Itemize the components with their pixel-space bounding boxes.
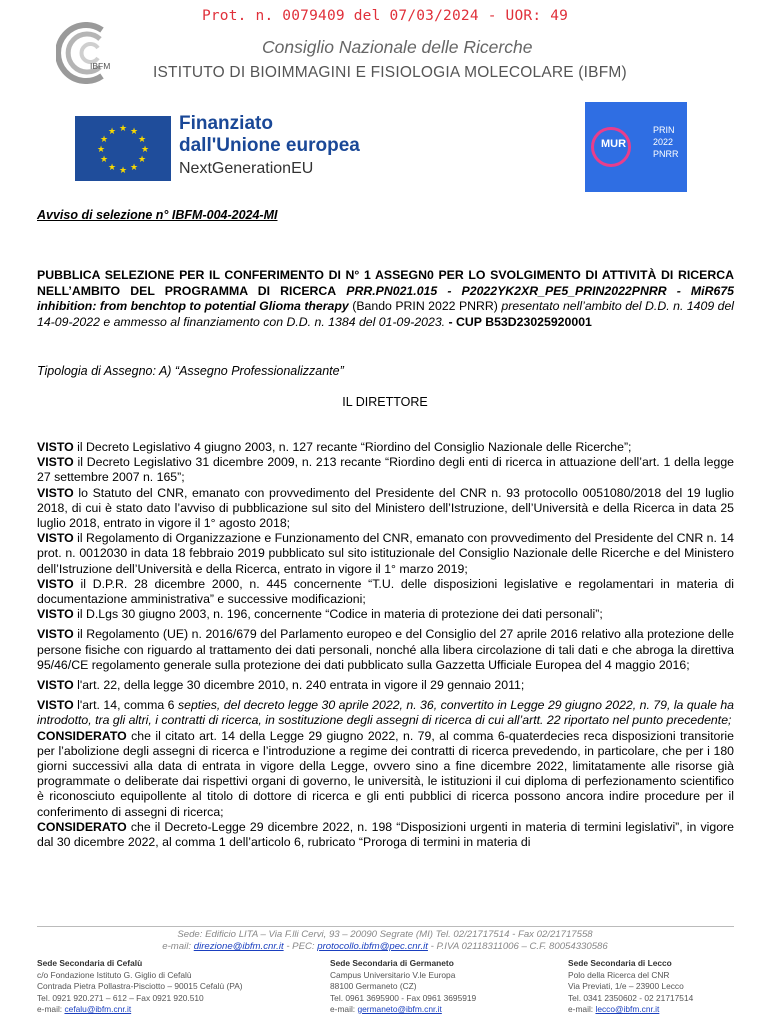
svg-text:★: ★ [107,127,117,137]
main-email-link[interactable]: direzione@ibfm.cnr.it [193,941,284,952]
clause: VISTO il Regolamento (UE) n. 2016/679 del Parlamento europeo e del Consiglio del 27 aprile 2016 relativo alla protezione delle persone fisiche con riguardo al trattamento dei dati personali, nonché alla libera circolazione di tali dati e che abroga la direttiva 95/46/CE regolamento generale sulla protezione dei dati pubblicato sulla Gazzetta Ufficiale Europea del 4 maggio 2016; [37,627,734,672]
mur-label: MUR [601,138,627,150]
germaneto-email-link[interactable]: germaneto@ibfm.cnr.it [357,1004,442,1014]
footer-divider [37,926,734,927]
clause: VISTO lo Statuto del CNR, emanato con provvedimento del Presidente del CNR n. 93 protocollo 0051080/2018 del 19 luglio 2018, di cui è stato dato l’avviso di pubblicazione sul sito del Ministero dell’Istruzione, dell’Università e della Ricerca in data 25 luglio 2018, entrato in vigore il 1° agosto 2018; [37,485,734,531]
eu-flag-icon [75,116,171,181]
svg-text:★: ★ [137,155,147,165]
clause: VISTO il D.Lgs 30 giugno 2003, n. 196, concernente “Codice in materia di protezione dei dati personali”; [37,607,603,622]
eu-funded-line1: Finanziato [179,113,273,134]
svg-text:★: ★ [99,155,109,165]
clause: VISTO il Decreto Legislativo 4 giugno 2003, n. 127 recante “Riordino del Consiglio Nazionale delle Ricerche”; [37,440,632,454]
svg-text:★: ★ [99,135,109,145]
clause: CONSIDERATO che il Decreto-Legge 29 dicembre 2022, n. 198 “Disposizioni urgenti in materia di termini legislativi”, in vigore dal 30 dicembre 2022, al comma 1 dell’articolo 6, rubricato “Proroga di termini in materia di [37,819,734,850]
svg-text:★: ★ [118,166,128,176]
svg-text:★: ★ [140,145,150,155]
svg-text:★: ★ [118,124,128,134]
prin-pnrr-logo [585,102,687,192]
clause: VISTO l'art. 14, comma 6 septies, del decreto legge 30 aprile 2022, n. 36, convertito in Legge 29 giugno 2022, n. 79, la quale ha introdotto, tra gli altri, i contratti di ricerca, in sostituzione degli assegni di ricerca di cui all’artt. 22 riportato nel punto precedente; [37,698,735,728]
footer-main-office: Sede: Edificio LITA – Via F.lli Cervi, 93 – 20090 Segrate (MI) Tel. 02/21717514 - Fax 02/21717558 e-mail: direzione@ibfm.cnr.it - PEC: protocollo.ibfm@pec.cnr.it - P.IVA 02118311006 – C.F. 80054330586 [162,929,608,952]
clause: VISTO il Regolamento di Organizzazione e Funzionamento del CNR, emanato con provvedimento del Presidente del CNR n. 14 prot. n. 0012030 in data 18 febbraio 2019 pubblicato sul sito istituzionale del Consiglio Nazionale delle Ricerche e del Ministero dell’Istruzione dell’Università e della Ricerca, entrato in vigore il 1° marzo 2019; [37,531,734,576]
branch-germaneto: Sede Secondaria di Germaneto Campus Universitario V.le Europa 88100 Germaneto (CZ) Tel. 0961 3695900 - Fax 0961 3695919 e-mail: germaneto@ibfm.cnr.it [330,958,477,1014]
prin-text: PRIN 2022 PNRR [653,125,679,159]
eu-funded-line2: dall'Unione europea [179,135,360,156]
clause: VISTO il Decreto Legislativo 31 dicembre 2009, n. 213 recante “Riordino degli enti di ricerca in attuazione dell’art. 1 della legge 27 settembre 2007 n. 165”; [37,455,734,485]
clause: VISTO il D.P.R. 28 dicembre 2000, n. 445 concernente “T.U. delle disposizioni legislative e regolamentari in materia di documentazione amministrativa” e successive modificazioni; [37,576,735,607]
svg-text:★: ★ [137,135,147,145]
clause: VISTO l'art. 22, della legge 30 dicembre 2010, n. 240 entrata in vigore il 29 gennaio 2011; [37,678,525,693]
svg-text:★: ★ [129,163,139,173]
branch-lecco: Sede Secondaria di Lecco Polo della Ricerca del CNR Via Previati, 1/e – 23900 Lecco Tel. 0341 2350602 - 02 21717514 e-mail: lecco@ibfm.cnr.it [568,958,694,1014]
organization-name: Consiglio Nazionale delle Ricerche [262,37,533,57]
svg-text:★: ★ [129,127,139,137]
lecco-email-link[interactable]: lecco@ibfm.cnr.it [595,1004,660,1014]
pec-email-link[interactable]: protocollo.ibfm@pec.cnr.it [317,941,428,952]
notice-title: Avviso di selezione n° IBFM-004-2024-MI [37,208,278,222]
institute-name: ISTITUTO DI BIOIMMAGINI E FISIOLOGIA MOLECOLARE (IBFM) [153,64,627,81]
protocol-stamp: Prot. n. 0079409 del 07/03/2024 - UOR: 49 [201,8,569,24]
cefalu-email-link[interactable]: cefalu@ibfm.cnr.it [64,1004,132,1014]
clause: CONSIDERATO che il citato art. 14 della Legge 29 giugno 2022, n. 79, al comma 6-quaterdecies reca disposizioni transitorie per l’abolizione degli assegni di ricerca e l’introduzione a regime dei contratti di ricerca prevedendo, in particolare, che per i 180 giorni successivi alla data di entrata in vigore della Legge, ovvero sino a fine dicembre 2022, limitatamente alle risorse già programmate o deliberate dai rispettivi organi di governo, le università, le istituzioni il cui diploma di perfezionamento scientifico è riconosciuto equipollente al titolo di dottore di ricerca e gli enti pubblici di ricerca possono ancora indire procedure per il conferimento di assegni di ricerca; [37,728,734,819]
cnr-logo-icon [56,22,126,84]
assignment-typology: Tipologia di Assegno: A) “Assegno Professionalizzante” [37,364,344,378]
svg-text:★: ★ [107,163,117,173]
logo-label: IBFM [90,61,111,71]
eu-funded-line3: NextGenerationEU [179,160,314,177]
recitals [37,440,734,850]
subject-paragraph: PUBBLICA SELEZIONE PER IL CONFERIMENTO DI N° 1 ASSEGN0 PER LO SVOLGIMENTO DI ATTIVITÀ DI RICERCA NELL’AMBITO DEL PROGRAMMA DI RICERCA PRR.PN021.015 - P2022YK2XR_PE5_PRIN2022PNRR - MiR675 inhibition: from benchtop to potential Glioma therapy (Bando PRIN 2022 PNRR) presentato nell’ambito del D.D. n. 1409 del 14-09-2022 e ammesso al finanziamento con D.D. n. 1384 del 01-09-2023. - CUP B53D23025920001 [37,268,735,329]
director-heading: IL DIRETTORE [342,395,428,409]
branch-cefalu: Sede Secondaria di Cefalù c/o Fondazione Istituto G. Giglio di Cefalù Contrada Pietra Pollastra-Pisciotto – 90015 Cefalù (PA) Tel. 0921 920.271 – 612 – Fax 0921 920.510 e-mail: cefalu@ibfm.cnr.it [37,958,243,1014]
svg-text:★: ★ [96,145,106,155]
